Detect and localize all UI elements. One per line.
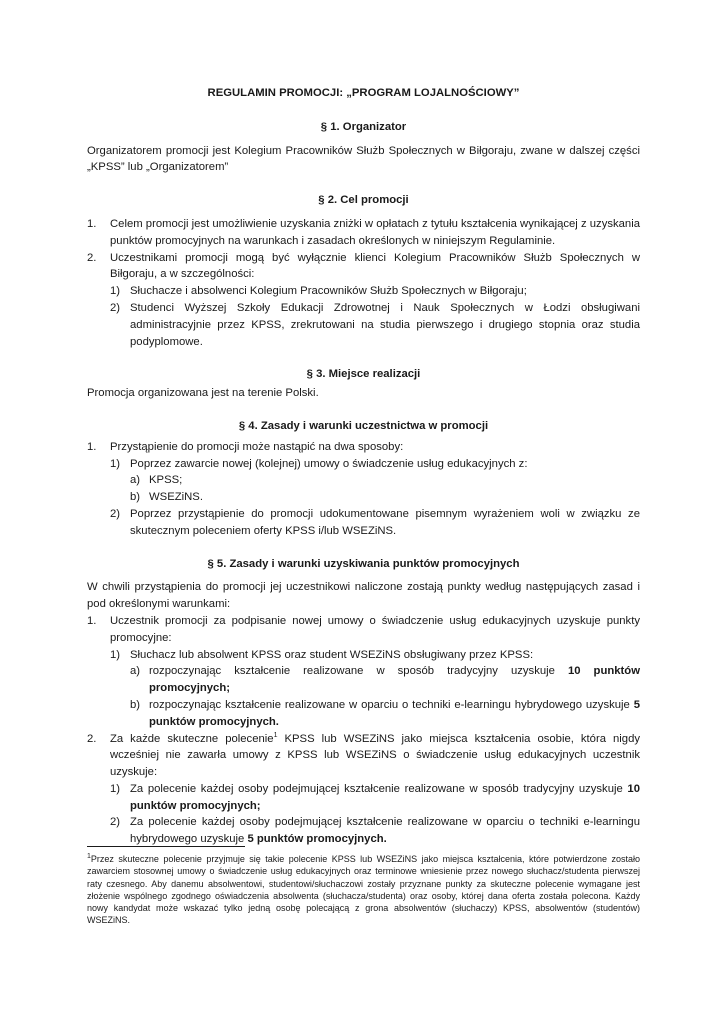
list-subitem: 1) Za polecenie każdej osoby podejmującej kształcenie realizowane w sposób tradycyjny uzyskuje 10 punktów promocyjnych; [110, 782, 640, 812]
list-subitem: 2) Za polecenie każdej osoby podejmującej kształcenie realizowane w oparciu o techniki e-learningu hybrydowego uzyskuje 5 punktów promocyjnych. [110, 816, 640, 846]
footnote-divider [87, 846, 245, 847]
section-5-heading: § 5. Zasady i warunki uzyskiwania punktów promocyjnych [207, 557, 520, 570]
footnote [87, 853, 640, 927]
footnote-marker: 1 [87, 853, 91, 860]
list-letter-item: a) rozpoczynając kształcenie realizowane w sposób tradycyjny uzyskuje 10 punktów promocyjnych; [130, 665, 640, 695]
list-item: 1. Celem promocji jest umożliwienie uzyskania zniżki w opłatach z tytułu kształcenia wynikającej z uzyskania punktów promocyjnych na warunkach i zasadach określonych w niniejszym Regulaminie. [87, 217, 640, 247]
list-subitem: 1) Słuchacz lub absolwent KPSS oraz student WSEZiNS obsługiwany przez KPSS: [110, 648, 534, 661]
points-value: 10 punktów promocyjnych; [130, 782, 640, 812]
section-1-text: Organizatorem promocji jest Kolegium Pracowników Służb Społecznych w Biłgoraju, zwane w dalszej części „KPSS” lub „Organizatorem” [87, 144, 640, 174]
list-letter-item: b) rozpoczynając kształcenie realizowane w oparciu o techniki e-learningu hybrydowego uzyskuje 5 punktów promocyjnych. [130, 698, 640, 728]
list-item: 1. Przystąpienie do promocji może nastąpić na dwa sposoby: [87, 440, 404, 453]
section-2-heading: § 2. Cel promocji [318, 194, 409, 207]
list-subitem: 2) Poprzez przystąpienie do promocji udokumentowane pisemnym wyrażeniem woli w związku ze skutecznym poleceniem oferty KPSS i/lub WSEZiNS. [110, 507, 640, 537]
points-value: 10 punktów promocyjnych; [149, 665, 640, 695]
list-subitem: 2) Studenci Wyższej Szkoły Edukacji Zdrowotnej i Nauk Społecznych w Łodzi obsługiwani administracyjnie przez KPSS, zrekrutowani na studia pierwszego i drugiego stopnia oraz studia podyplomowe. [110, 301, 640, 348]
points-value: 5 punktów promocyjnych. [247, 833, 387, 846]
list-item: 2. Za każde skuteczne polecenie$^1$ KPSS lub WSEZiNS jako miejsca kształcenia osobie, która nigdy wcześniej nie zawarła umowy z KPSS lub WSEZiNS o świadczenie usług edukacyjnych uczestnik uzyskuje: [87, 731, 641, 779]
list-letter-item: a) KPSS; [130, 474, 183, 487]
section-4-heading: § 4. Zasady i warunki uczestnictwa w promocji [238, 419, 489, 432]
list-letter-item: b) WSEZiNS. [130, 491, 203, 504]
list-subitem: 1) Słuchacze i absolwenci Kolegium Pracowników Służb Społecznych w Biłgoraju; [110, 285, 527, 298]
list-subitem: 1) Poprzez zawarcie nowej (kolejnej) umowy o świadczenie usług edukacyjnych z: [110, 457, 528, 470]
section-3-heading: § 3. Miejsce realizacji [306, 368, 421, 381]
footnote-reference[interactable]: 1 [273, 731, 278, 739]
points-value: 5 punktów promocyjnych. [149, 698, 640, 728]
section-5-intro: W chwili przystąpienia do promocji jej uczestnikowi naliczone zostają punkty według następujących zasad i pod określonymi warunkami: [87, 581, 640, 611]
list-item: 1. Uczestnik promocji za podpisanie nowej umowy o świadczenie usług edukacyjnych uzyskuje punkty promocyjne: [87, 614, 640, 644]
document-page [87, 85, 640, 848]
footnote-text: Przez skuteczne polecenie przyjmuje się takie polecenie KPSS lub WSEZiNS jako miejsca kształcenia, które potwierdzone zostało zawarciem stosownej umowy o świadczenie usług edukacyjnych oraz terminowe wniesienie przez nowego słuchacz/studenta pierwszej raty czesnego. Aby danemu absolwentowi, studentowi/słuchaczowi zostały przyznane punkty za skuteczne polecenie wymagane jest złożenie wspólnego zgodnego oświadczenia absolwenta (słuchacza/studenta) oraz osoby, której dana oferta została polecona. Każdy nowy kandydat może wskazać tylko jedną osobę polecającą z grona absolwentów (słuchaczy) KPSS, absolwentów (studentów) WSEZiNS. [87, 854, 640, 926]
section-1-heading: § 1. Organizator [320, 120, 407, 133]
document-title: REGULAMIN PROMOCJI: „PROGRAM LOJALNOŚCIOWY” [207, 87, 520, 99]
section-3-text: Promocja organizowana jest na terenie Polski. [87, 387, 319, 400]
list-item: 2. Uczestnikami promocji mogą być wyłącznie klienci Kolegium Pracowników Służb Społecznych w Biłgoraju, a w szczególności: [87, 251, 640, 281]
